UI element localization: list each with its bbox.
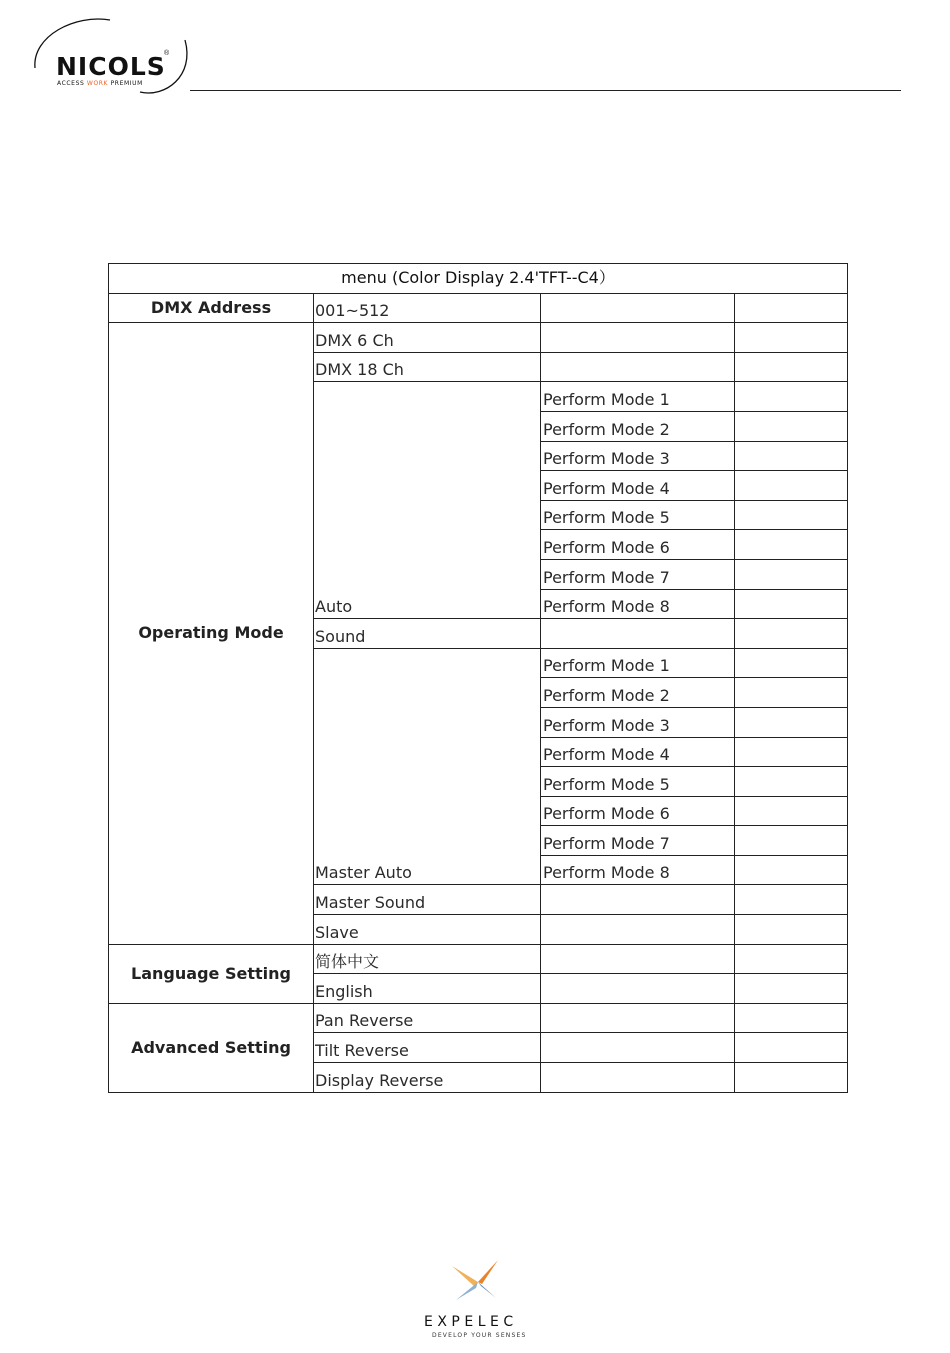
empty-cell <box>735 678 848 708</box>
language-chinese: 简体中文 <box>314 944 541 974</box>
perform-mode-cell: Perform Mode 4 <box>541 737 735 767</box>
empty-cell <box>541 1033 735 1063</box>
empty-cell <box>735 293 848 323</box>
table-row <box>109 1003 848 1033</box>
perform-mode-cell: Perform Mode 7 <box>541 559 735 589</box>
table-title-row <box>109 264 848 294</box>
tagline-part: ACCESS <box>57 80 87 87</box>
header-divider <box>190 90 901 91</box>
perform-mode-cell: Perform Mode 8 <box>541 855 735 885</box>
footer-tagline: DEVELOP YOUR SENSES <box>432 1332 527 1339</box>
empty-cell <box>735 885 848 915</box>
empty-cell <box>735 411 848 441</box>
mode-slave: Slave <box>314 915 541 945</box>
mode-master-auto: Master Auto <box>314 648 541 885</box>
table-row <box>109 323 848 353</box>
perform-mode-cell: Perform Mode 2 <box>541 678 735 708</box>
perform-mode-cell: Perform Mode 5 <box>541 500 735 530</box>
perform-mode-cell: Perform Mode 8 <box>541 589 735 619</box>
empty-cell <box>735 1063 848 1093</box>
tagline-highlight: WORK <box>86 80 109 87</box>
mode-dmx6: DMX 6 Ch <box>314 323 541 353</box>
footer-brand-name: EXPELEC <box>424 1314 518 1330</box>
empty-cell <box>541 944 735 974</box>
empty-cell <box>735 648 848 678</box>
empty-cell <box>541 1063 735 1093</box>
empty-cell <box>541 1003 735 1033</box>
dmx-address-value: 001~512 <box>314 293 541 323</box>
table-title: menu (Color Display 2.4'TFT--C4） <box>109 264 848 294</box>
empty-cell <box>541 974 735 1004</box>
table-row <box>109 944 848 974</box>
empty-cell <box>541 885 735 915</box>
menu-table <box>108 263 848 1093</box>
empty-cell <box>541 619 735 649</box>
empty-cell <box>735 855 848 885</box>
perform-mode-cell: Perform Mode 6 <box>541 796 735 826</box>
tilt-reverse: Tilt Reverse <box>314 1033 541 1063</box>
empty-cell <box>735 974 848 1004</box>
display-reverse: Display Reverse <box>314 1063 541 1093</box>
empty-cell <box>735 471 848 501</box>
empty-cell <box>735 796 848 826</box>
perform-mode-cell: Perform Mode 2 <box>541 411 735 441</box>
expelec-logo <box>420 1258 540 1343</box>
empty-cell <box>735 1003 848 1033</box>
empty-cell <box>735 589 848 619</box>
dmx-address-label: DMX Address <box>109 293 314 323</box>
empty-cell <box>735 944 848 974</box>
empty-cell <box>735 559 848 589</box>
empty-cell <box>735 1033 848 1063</box>
empty-cell <box>735 737 848 767</box>
perform-mode-cell: Perform Mode 5 <box>541 767 735 797</box>
expelec-star-icon <box>448 1258 508 1308</box>
empty-cell <box>735 707 848 737</box>
empty-cell <box>735 352 848 382</box>
perform-mode-cell: Perform Mode 7 <box>541 826 735 856</box>
language-setting-label: Language Setting <box>109 944 314 1003</box>
logo-tagline <box>57 80 143 87</box>
mode-auto: Auto <box>314 382 541 619</box>
empty-cell <box>735 619 848 649</box>
empty-cell <box>541 352 735 382</box>
empty-cell <box>541 323 735 353</box>
empty-cell <box>735 767 848 797</box>
perform-mode-cell: Perform Mode 1 <box>541 648 735 678</box>
mode-dmx18: DMX 18 Ch <box>314 352 541 382</box>
empty-cell <box>735 441 848 471</box>
perform-mode-cell: Perform Mode 1 <box>541 382 735 412</box>
advanced-setting-label: Advanced Setting <box>109 1003 314 1092</box>
empty-cell <box>735 915 848 945</box>
language-english: English <box>314 974 541 1004</box>
empty-cell <box>735 323 848 353</box>
empty-cell <box>735 530 848 560</box>
nicols-logo <box>30 16 195 96</box>
logo-registered-mark: ® <box>164 50 170 57</box>
empty-cell <box>735 826 848 856</box>
mode-master-sound: Master Sound <box>314 885 541 915</box>
logo-wordmark: NICOLS <box>56 52 166 81</box>
mode-sound: Sound <box>314 619 541 649</box>
perform-mode-cell: Perform Mode 3 <box>541 441 735 471</box>
perform-mode-cell: Perform Mode 6 <box>541 530 735 560</box>
empty-cell <box>541 293 735 323</box>
pan-reverse: Pan Reverse <box>314 1003 541 1033</box>
perform-mode-cell: Perform Mode 4 <box>541 471 735 501</box>
operating-mode-label: Operating Mode <box>109 323 314 944</box>
tagline-part: PREMIUM <box>108 80 143 87</box>
perform-mode-cell: Perform Mode 3 <box>541 707 735 737</box>
empty-cell <box>735 500 848 530</box>
table-row <box>109 293 848 323</box>
empty-cell <box>541 915 735 945</box>
empty-cell <box>735 382 848 412</box>
